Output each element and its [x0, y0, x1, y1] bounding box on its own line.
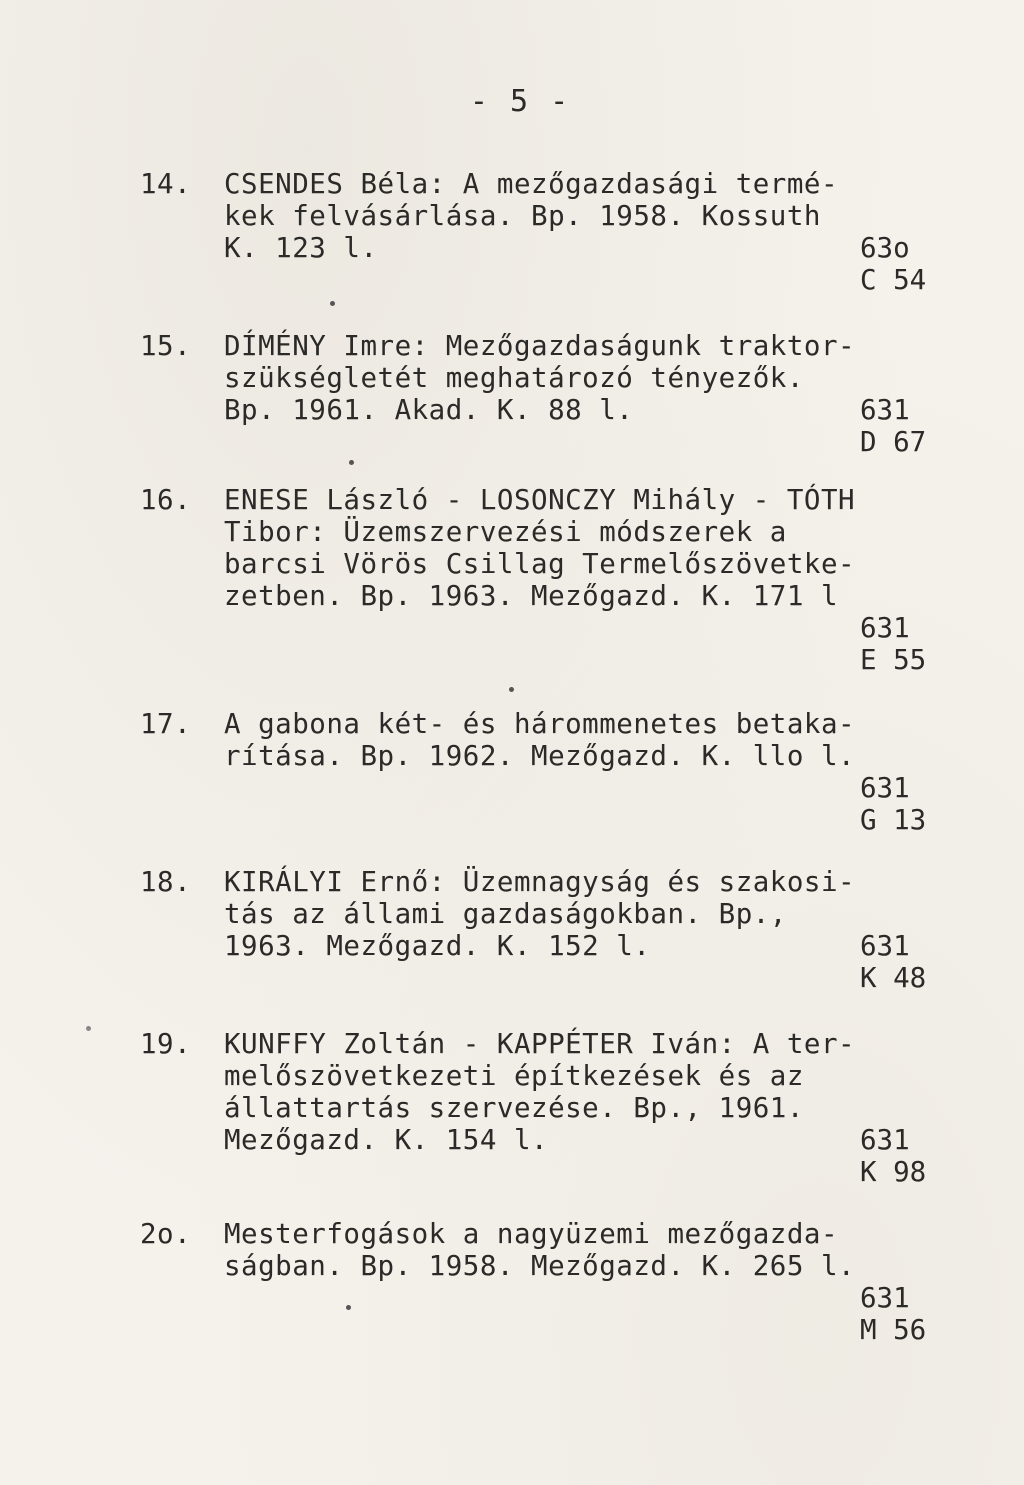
- entry-number: 15.: [140, 330, 192, 362]
- call-number-shelf: K 98: [860, 1156, 927, 1188]
- scan-speck: [330, 301, 335, 306]
- entry-text-line: zetben. Bp. 1963. Mezőgazd. K. 171 l: [224, 580, 839, 612]
- call-number-shelf: C 54: [860, 264, 927, 296]
- entry-text-line: tás az állami gazdaságokban. Bp.,: [224, 898, 787, 930]
- entry-text-line: 1963. Mezőgazd. K. 152 l.: [224, 930, 651, 962]
- bibliography-entry: [140, 168, 960, 264]
- call-number-class: 631: [860, 394, 910, 426]
- bibliography-entry: [140, 484, 960, 612]
- call-number: [860, 232, 960, 296]
- entry-number: 17.: [140, 708, 192, 740]
- call-number-class: 631: [860, 772, 910, 804]
- entry-text-line: CSENDES Béla: A mezőgazdasági termé-: [224, 168, 839, 200]
- scan-speck: [349, 460, 354, 465]
- entry-text-line: szükségletét meghatározó tényezők.: [224, 362, 804, 394]
- entry-text-line: DÍMÉNY Imre: Mezőgazdaságunk traktor-: [224, 330, 856, 362]
- entry-number: 19.: [140, 1028, 192, 1060]
- entry-text-line: kek felvásárlása. Bp. 1958. Kossuth: [224, 200, 821, 232]
- bibliography-entry: [140, 330, 960, 426]
- bibliography-entry: [140, 866, 960, 962]
- entry-text-line: ENESE László - LOSONCZY Mihály - TÓTH: [224, 484, 856, 516]
- call-number-class: 631: [860, 1282, 910, 1314]
- bibliography-entry: [140, 1028, 960, 1156]
- call-number-class: 631: [860, 930, 910, 962]
- call-number: [860, 394, 960, 458]
- call-number-shelf: K 48: [860, 962, 927, 994]
- entry-number: 18.: [140, 866, 192, 898]
- scan-speck: [86, 1026, 91, 1031]
- entry-text-line: Bp. 1961. Akad. K. 88 l.: [224, 394, 634, 426]
- call-number-shelf: G 13: [860, 804, 927, 836]
- page-number: - 5 -: [469, 84, 571, 119]
- call-number-class: 631: [860, 1124, 910, 1156]
- call-number-shelf: D 67: [860, 426, 927, 458]
- call-number: [860, 612, 960, 676]
- entry-text-line: KIRÁLYI Ernő: Üzemnagyság és szakosi-: [224, 866, 856, 898]
- entry-number: 16.: [140, 484, 192, 516]
- entry-text-line: K. 123 l.: [224, 232, 378, 264]
- call-number: [860, 1124, 960, 1188]
- call-number-class: 63o: [860, 232, 910, 264]
- call-number: [860, 772, 960, 836]
- entry-text-line: melőszövetkezeti építkezések és az: [224, 1060, 804, 1092]
- entry-number: 14.: [140, 168, 192, 200]
- call-number: [860, 1282, 960, 1346]
- entry-number: 2o.: [140, 1218, 192, 1250]
- scan-speck: [346, 1305, 351, 1310]
- call-number: [860, 930, 960, 994]
- entry-text-line: állattartás szervezése. Bp., 1961.: [224, 1092, 804, 1124]
- bibliography-entry: [140, 708, 960, 772]
- entry-text-line: Mezőgazd. K. 154 l.: [224, 1124, 549, 1156]
- entry-text-line: A gabona két- és hárommenetes betaka-: [224, 708, 856, 740]
- entry-text-line: KUNFFY Zoltán - KAPPÉTER Iván: A ter-: [224, 1028, 856, 1060]
- call-number-shelf: M 56: [860, 1314, 927, 1346]
- call-number-class: 631: [860, 612, 910, 644]
- entry-text-line: rítása. Bp. 1962. Mezőgazd. K. llo l.: [224, 740, 856, 772]
- bibliography-entry: [140, 1218, 960, 1282]
- entry-text-line: Mesterfogások a nagyüzemi mezőgazda-: [224, 1218, 839, 1250]
- entry-text-line: ságban. Bp. 1958. Mezőgazd. K. 265 l.: [224, 1250, 856, 1282]
- entry-text-line: Tibor: Üzemszervezési módszerek a: [224, 516, 787, 548]
- scan-speck: [509, 687, 514, 692]
- call-number-shelf: E 55: [860, 644, 927, 676]
- entry-text-line: barcsi Vörös Csillag Termelőszövetke-: [224, 548, 856, 580]
